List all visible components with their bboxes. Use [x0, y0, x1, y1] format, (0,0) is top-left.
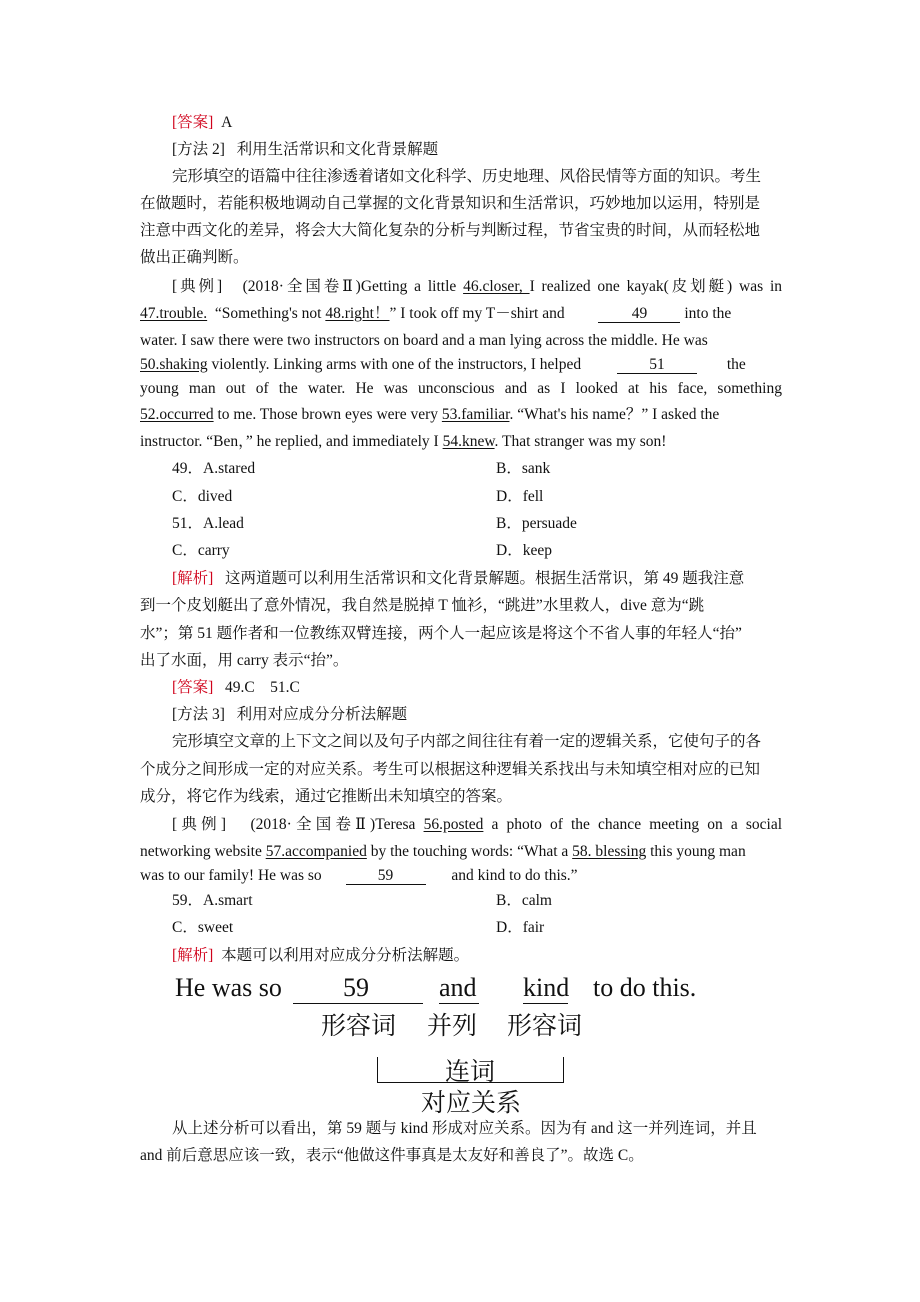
option-item: 59．A.smart [172, 892, 253, 909]
method-2-text: 做出正确判断。 [140, 249, 249, 266]
blank-59: 59 [346, 868, 426, 885]
method-title: 利用对应成分分析法解题 [236, 706, 408, 723]
blank-51: 51 [617, 357, 697, 374]
method-2-heading [172, 140, 782, 160]
option-item: B．calm [496, 892, 552, 909]
diagram-label-parallel: 并列 [427, 1013, 478, 1040]
answer-underline: 56.posted [423, 816, 484, 833]
example-1-line: young man out of the water. He was unconscious and as I looked at his face, something [140, 380, 782, 397]
answer-tag: [答案] [172, 114, 214, 131]
method-2-text: 在做题时，若能积极地调动自己掌握的文化背景知识和生活常识，巧妙地加以运用，特别是 [140, 195, 761, 212]
diagram-label-relation: 对应关系 [421, 1090, 522, 1117]
diagram-kind-underline [523, 1003, 568, 1004]
method-tag: [方法 2] [172, 141, 225, 158]
answer-value: A [221, 114, 233, 131]
diagram-blank-number: 59 [343, 973, 369, 1002]
option-item: B．sank [496, 460, 551, 477]
option-item: D．keep [496, 542, 552, 559]
answer-underline: 54.knew [442, 433, 495, 450]
diagram-kind: kind [523, 973, 570, 1002]
option-item: C．sweet [172, 919, 234, 936]
example-1-line: water. I saw there were two instructors on board and a man lying across the middle. He was [140, 332, 708, 349]
method-3-text: 个成分之间形成一定的对应关系。考生可以根据这种逻辑关系找出与未知填空相对应的已知 [140, 761, 761, 778]
example-2-line: was to our family! He was so 59 and kind to do this.” [140, 867, 578, 884]
answer-underline: 57.accompanied [265, 843, 367, 860]
answer-underline: 52.occurred [140, 406, 214, 423]
method-2-text: 完形填空的语篇中往往渗透着诸如文化科学、历史地理、风俗民情等方面的知识。考生 [172, 168, 762, 185]
example-1-line: 50.shaking violently. Linking arms with one of the instructors, I helped 51 the [140, 356, 746, 373]
example-1-line: 47.trouble. “Something's not 48.right！” I took off my T－shirt and 49 into the [140, 305, 732, 322]
option-item: 49．A.stared [172, 460, 256, 477]
conclusion-line: 从上述分析可以看出，第 59 题与 kind 形成对应关系。因为有 and 这一并列连词，并且 [172, 1120, 757, 1137]
answer-underline: 47.trouble. [140, 305, 208, 322]
method-3-text: 成分，将它作为线索，通过它推断出未知填空的答案。 [140, 788, 513, 805]
conclusion-line: and 前后意思应该一致，表示“他做这件事真是太友好和善良了”。故选 C。 [140, 1147, 644, 1164]
answer-underline: 48.right！ [325, 305, 390, 322]
diagram-bracket-right [563, 1057, 564, 1083]
diagram-sentence-start: He was so [175, 973, 282, 1002]
diagram-label-adj1: 形容词 [321, 1013, 397, 1040]
analysis-line: [解析] 这两道题可以利用生活常识和文化背景解题。根据生活常识，第 49 题我注意 [172, 570, 745, 587]
answer-tag: [答案] [172, 679, 214, 696]
diagram-label-adj2: 形容词 [507, 1013, 583, 1040]
analysis-line: 出了水面，用 carry 表示“抬”。 [140, 652, 349, 669]
example-2-line: networking website 57.accompanied by the touching words: “What a 58. blessing this young man [140, 843, 746, 860]
analysis-line: 到一个皮划艇出了意外情况，我自然是脱掉 T 恤衫，“跳进”水里救人，dive 意为“跳 [140, 597, 705, 614]
method-3-heading [172, 705, 782, 725]
diagram-blank-underline [293, 1003, 423, 1004]
example-1-line: instructor. “Ben，” he replied, and immediately I 54.knew. That stranger was my son! [140, 433, 667, 450]
option-item: 51．A.lead [172, 515, 244, 532]
example-tag: [典例] [172, 816, 227, 833]
diagram-bracket-left [377, 1057, 378, 1083]
option-item: B．persuade [496, 515, 577, 532]
diagram-and: and [439, 973, 477, 1002]
example-tag: [典例] [172, 278, 223, 295]
blank-49: 49 [598, 306, 680, 323]
method-3-text: 完形填空文章的上下文之间以及句子内部之间往往有着一定的逻辑关系，它使句子的各 [172, 733, 762, 750]
example-1-line: [典例] (2018·全国卷Ⅱ)Getting a little 46.closer, I realized one kayak(皮划艇) was in [172, 278, 782, 295]
analysis-tag: [解析] [172, 570, 214, 587]
analysis-line: [解析] 本题可以利用对应成分分析法解题。 [172, 947, 470, 964]
analysis-line: 水”；第 51 题作者和一位教练双臂连接，两个人一起应该是将这个不省人事的年轻人“抬” [140, 625, 742, 642]
answer-underline: 53.familiar [441, 406, 510, 423]
option-item: C．dived [172, 488, 233, 505]
analysis-tag: [解析] [172, 947, 214, 964]
diagram-sentence-end: to do this. [593, 973, 697, 1002]
diagram-and-underline [439, 1003, 479, 1004]
option-item: C．carry [172, 542, 230, 559]
method-2-text: 注意中西文化的差异，将会大大简化复杂的分析与判断过程，节省宝贵的时间，从而轻松地 [140, 222, 761, 239]
method-tag: [方法 3] [172, 706, 225, 723]
example-1-line: 52.occurred to me. Those brown eyes were very 53.familiar. “What's his name？” I asked the [140, 406, 720, 423]
answer-underline: 58. blessing [572, 843, 647, 860]
example-2-line: [典例] (2018·全国卷Ⅱ)Teresa 56.posted a photo of the chance meeting on a social [172, 816, 783, 833]
answer-underline: 50.shaking [140, 356, 208, 373]
diagram-label-conj: 连词 [445, 1059, 496, 1086]
method-title: 利用生活常识和文化背景解题 [236, 141, 439, 158]
answer-underline: 46.closer, [463, 278, 530, 295]
option-item: D．fell [496, 488, 544, 505]
answer-line-1 [172, 113, 782, 133]
option-item: D．fair [496, 919, 545, 936]
answer-line-2: [答案] 49.C 51.C [172, 679, 300, 696]
